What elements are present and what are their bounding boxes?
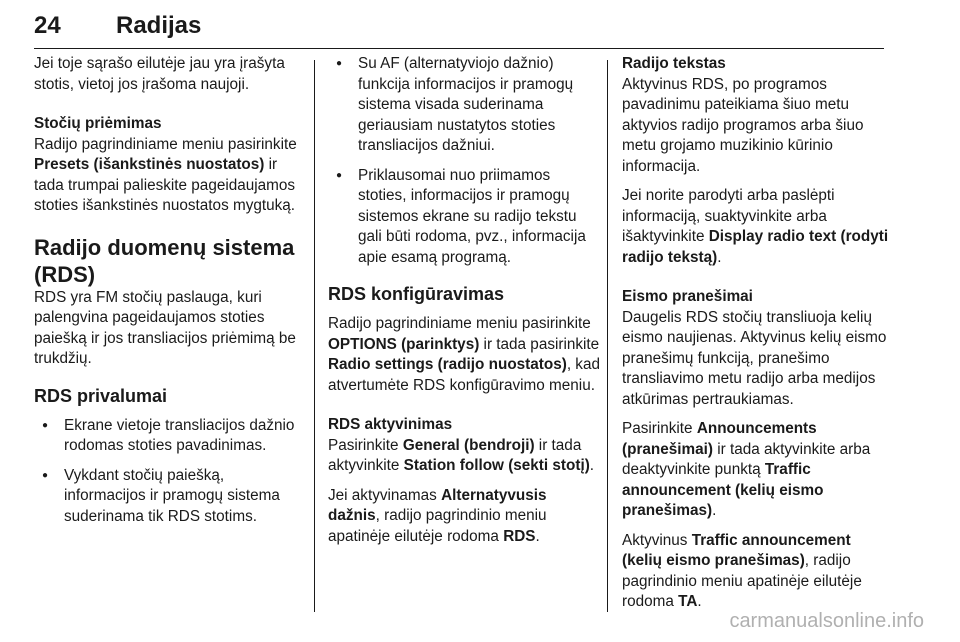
column-left bbox=[34, 54, 302, 536]
section-subheading: RDS aktyvinimas bbox=[328, 416, 453, 433]
watermark: carmanualsonline.info bbox=[729, 610, 924, 632]
bullet-list bbox=[34, 416, 302, 528]
list-item: ● Vykdant stočių paiešką, informacijos ir pramogų sistema suderinama tik RDS stotims. bbox=[34, 466, 302, 528]
paragraph: Daugelis RDS stočių transliuoja kelių eismo naujienas. Aktyvinus kelių eismo pranešimų funkciją, pranešimo transliavimo metu radijo arba medijos atkūrimas pertraukiamas. bbox=[622, 308, 887, 408]
section-subheading: Stočių priėmimas bbox=[34, 115, 162, 132]
bullet-list bbox=[328, 54, 600, 268]
paragraph: RDS yra FM stočių paslauga, kuri palengvina pageidaujamos stoties paiešką ir jos transliacijos priėmimą be trukdžių. bbox=[34, 288, 296, 367]
page-number: 24 bbox=[34, 12, 61, 39]
paragraph: Pasirinkite Announcements (pranešimai) ir tada aktyvinkite arba deaktyvinkite punktą Traffic announcement (kelių eismo pranešimas). bbox=[622, 420, 871, 519]
intro-paragraph: Jei toje sąrašo eilutėje jau yra įrašyta stotis, vietoj jos įrašoma naujoji. bbox=[34, 55, 285, 93]
page-title: Radijas bbox=[116, 12, 202, 39]
list-item: ● Su AF (alternatyviojo dažnio) funkcija informacijos ir pramogų sistema visada suderinama geriausiam nustatytos stoties transliacijos dažniui. bbox=[328, 54, 600, 157]
section-subheading: Eismo pranešimai bbox=[622, 288, 753, 305]
list-item: ● Priklausomai nuo priimamos stoties, informacijos ir pramogų sistemos ekrane su radijo tekstu gali būti rodoma, pvz., informacija apie esamą programą. bbox=[328, 166, 600, 269]
page-header bbox=[34, 4, 884, 50]
section-subheading: Radijo tekstas bbox=[622, 55, 726, 72]
list-item: ● Ekrane vietoje transliacijos dažnio rodomas stoties pavadinimas. bbox=[34, 416, 302, 457]
header-rule bbox=[34, 48, 884, 49]
section-heading: RDS konfigūravimas bbox=[328, 284, 505, 304]
section-heading: Radijo duomenų sistema (RDS) bbox=[34, 234, 295, 287]
column-middle bbox=[328, 54, 600, 556]
column-divider bbox=[607, 60, 608, 612]
paragraph: Aktyvinus Traffic announcement (kelių eismo pranešimas), radijo pagrindinio meniu apatinėje eilutėje rodoma TA. bbox=[622, 531, 862, 610]
paragraph: Radijo pagrindiniame meniu pasirinkite OPTIONS (parinktys) ir tada pasirinkite Radio settings (radijo nuostatos), kad atvertumėte RDS konfigūravimo meniu. bbox=[328, 315, 600, 394]
paragraph: Pasirinkite General (bendroji) ir tada aktyvinkite Station follow (sekti stotį). bbox=[328, 436, 595, 474]
section-heading: RDS privalumai bbox=[34, 385, 168, 406]
paragraph: Radijo pagrindiniame meniu pasirinkite Presets (išankstinės nuostatos) ir tada trumpai palieskite pageidaujamos stoties išankstinės nuostatos mygtuką. bbox=[34, 135, 297, 214]
column-divider bbox=[314, 60, 315, 612]
paragraph: Aktyvinus RDS, po programos pavadinimu pateikiama šiuo metu aktyvios radijo programos arba šiuo metu grojamo muzikinio kūrinio informacija. bbox=[622, 75, 864, 175]
paragraph: Jei aktyvinamas Alternatyvusis dažnis, radijo pagrindinio meniu apatinėje eilutėje rodoma RDS. bbox=[328, 486, 547, 545]
paragraph: Jei norite parodyti arba paslėpti informaciją, suaktyvinkite arba išaktyvinkite Display radio text (rodyti radijo tekstą). bbox=[622, 187, 889, 266]
column-right bbox=[622, 54, 892, 622]
